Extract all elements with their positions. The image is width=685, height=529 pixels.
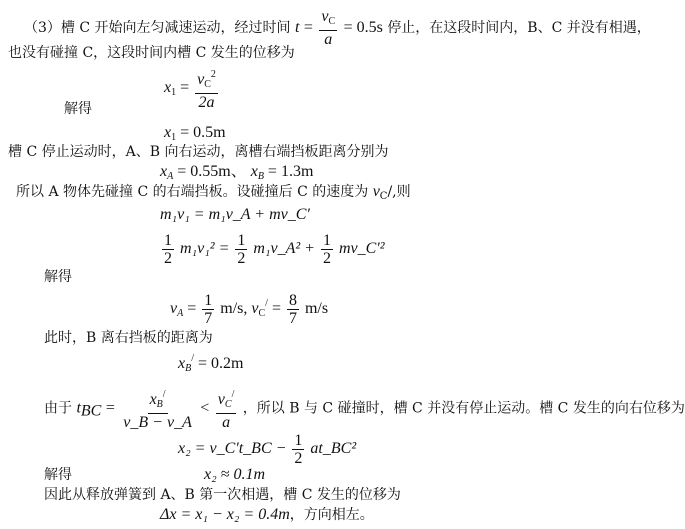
fraction-vc-over-a: $\frac{v_C}{a}$ bbox=[321, 8, 336, 48]
line-4: 所以 A 物体先碰撞 C 的右端挡板。设碰撞后 C 的速度为 $v_C/$,则 bbox=[16, 183, 411, 202]
line-7: 因此从释放弹簧到 A、B 第一次相遇，槽 C 发生的位移为 bbox=[44, 487, 401, 503]
line-1 bbox=[24, 8, 651, 48]
line-3: 槽 C 停止运动时，A、B 向右运动，离槽右端挡板距离分别为 bbox=[8, 144, 389, 160]
line-6: 由于 $t_{BC}$ = $\frac{x_B^/}{v\_B - v\_A}$ < $\frac{v_C^/}{a}$ ，所以 B 与 C 碰撞时，槽 C 并没有停止运动。槽 C 发生的向右位移为 bbox=[44, 386, 685, 431]
equation-5: $\frac{1}{2}$ m₁v₁² = $\frac{1}{2}$ m₁v_A² + $\frac{1}{2}$ mv_C′² bbox=[164, 232, 385, 267]
equation-10: Δx = x₁ − x₂ = 0.4m，方向相左。 bbox=[160, 506, 374, 523]
equation-3: $x_A = 0.55m$、 $x_B = 1.3m$ bbox=[160, 163, 314, 182]
equation-7: $x_B^/ = 0.2m$ bbox=[178, 353, 244, 374]
line-5: 此时，B 离右挡板的距离为 bbox=[44, 330, 213, 346]
symbol-t: t bbox=[294, 19, 300, 36]
fraction: $\frac{v_C^2}{2a}$ bbox=[195, 66, 218, 111]
equation-1: $x_1$ = $\frac{v_C^2}{2a}$ bbox=[164, 66, 220, 111]
label-jiede-2: 解得 bbox=[44, 269, 72, 285]
label-jiede-3: 解得 bbox=[44, 467, 72, 483]
equation-2: $x_1 = 0.5m$ bbox=[164, 124, 226, 143]
text: 停止，在这段时间内，B、C 并没有相遇， bbox=[387, 20, 651, 36]
equation-9: x₂ ≈ 0.1m bbox=[204, 466, 265, 483]
equation-4: m₁v₁ = m₁v_A + mv_C′ bbox=[160, 206, 310, 223]
equation-8: x₂ = v_C′t_BC − $\frac{1}{2}$ at_BC² bbox=[178, 432, 357, 467]
value: = 0.5s bbox=[343, 19, 383, 36]
text: （3）槽 C 开始向左匀减速运动，经过时间 bbox=[24, 20, 291, 36]
equals: = bbox=[303, 19, 313, 36]
label-jiede-1: 解得 bbox=[64, 101, 92, 117]
equation-6: $v_A$ = $\frac{1}{7}$ m/s, $v_C^/$ = $\frac{8}{7}$ m/s bbox=[170, 292, 329, 327]
line-2: 也没有碰撞 C，这段时间内槽 C 发生的位移为 bbox=[8, 45, 295, 61]
